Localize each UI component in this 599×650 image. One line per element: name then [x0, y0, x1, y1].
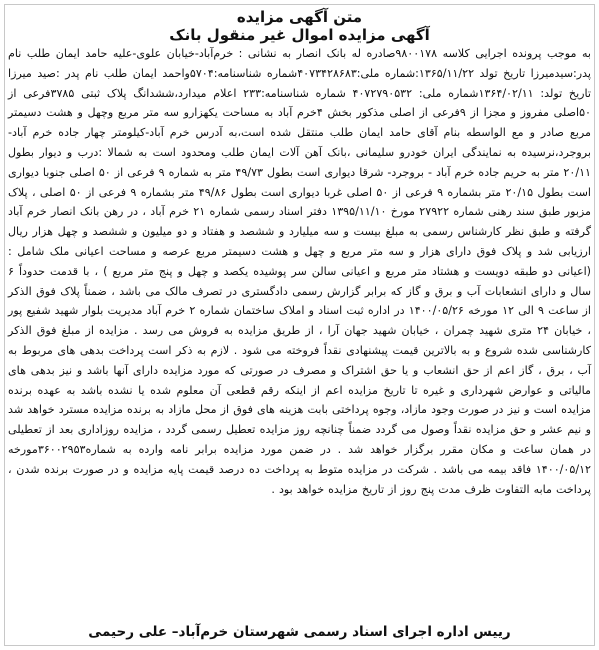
notice-subtitle: آگهی مزایده اموال غیر منقول بانک [169, 26, 430, 44]
notice-body: به موجب پرونده اجرایی کلاسه ۹۸۰۰۱۷۸صادره له بانک انصار به نشانی : خرم‌آباد-خیابان علوی-علیه حامد ایمان طلب نام پدر:سیدمیرزا تاریخ تولد ۱۳۶۵/۱۱/۲۲:شماره ملی:۴۰۷۳۴۲۸۶۸۳شماره شناسنامه:۵۷۰۴واحمد ایمان طلب نام پدر :صید میرزا تاریخ تولد: ۱۳۶۴/۰۲/۱۱شماره ملی: ۴۰۷۲۷۹۰۵۳۲ شماره شناسنامه:۲۳۳ اعلام میدارد،ششدانگ پلاک ثبتی ۳۷۸۵فرعی از ۵۰اصلی مفروز و مجزا از ۹فرعی از اصلی مذکور بخش ۴خرم آباد به مساحت یکهزارو سه متر مربع وچهل و هشت دسیمتر مربع صادر و مع الواسطه بنام آقای حامد ایمان طلب منتقل شده است،به آدرس خرم آباد-کیلومتر چهار جاده خرم آباد-بروجرد،نرسیده به نمایندگی ایران خودرو سلیمانی ،بانک آهن آلات ایمان طلب ومحدود است به شمالا :درب و دیوار بطول ۲۰/۱۱ متر به حریم جاده خرم آباد - بروجرد- شرقا دیواری است بطول ۴۹/۷۳ متر به شماره ۹ فرعی از ۵۰ اصلی جنوبا دیواری است بطول ۲۰/۱۵ متر بشماره ۹ فرعی از ۵۰ اصلی غربا دیواری است بطول ۴۹/۸۶ متر بشماره ۹ فرعی از ۵۰ اصلی ، پلاک مزبور طبق سند رهنی شماره ۲۷۹۲۲ مورخ ۱۳۹۵/۱۱/۱۰ دفتر اسناد رسمی شماره ۲۱ خرم آباد ، در رهن بانک انصار خرم آباد گرفته و طبق نظر کارشناس رسمی به مبلغ بیست و سه میلیارد و ششصد و هفتاد و دو میلیون و ششصد و چهل هزار ریال ارزیابی شد و پلاک فوق دارای هزار و سه متر مربع و چهل و هشت دسیمتر مربع عرصه و مساحت اعیانی ملک شامل : (اعیانی دو طبقه دویست و هشتاد متر مربع و اعیانی سالن سر پوشیده یکصد و چهل و پنج متر مربع ) ، با قدمت حدوداً ۶ سال و دارای انشعابات آب و برق و گاز که برابر گزارش رسمی دادگستری در تصرف مالک می باشد ، ضمناً پلاک فوق الذکر از ساعت ۹ الی ۱۲ مورخه ۱۴۰۰/۰۵/۲۶ در اداره ثبت اسناد و املاک ساختمان شماره ۲ خرم آباد مدیریت بلوار شهید شفیع پور ، خیابان ۲۴ متری شهید چمران ، خیابان شهید جهان آرا ، از طریق مزایده به فروش می رسد . مزایده از مبلغ فوق الذکر کارشناسی شده شروع و به بالاترین قیمت پیشنهادی نقداً فروخته می شود . لازم به ذکر است پرداخت بدهی های مربوط به آب ، برق ، گاز اعم از حق انشعاب و یا حق اشتراک و مصرف در صورتی که مورد مزایده دارای آنها باشد و نیز بدهی های مالیاتی و عوارض شهرداری و غیره تا تاریخ مزایده اعم از اینکه رقم قطعی آن معلوم شده یا نشده باشد به عهده برنده مزایده است و نیز در صورت وجود مازاد، وجوه پرداختی بابت هزینه های فوق از محل مازاد به برنده مزایده مسترد خواهد شد و نیم عشر و حق مزایده نقداً وصول می گردد ضمناً چنانچه روز مزایده تعطیل رسمی گردد ، مزایده روزاداری بعد از تعطیلی در همان ساعت و مکان مقرر برگزار خواهد شد . در ضمن مورد مزایده برابر نامه وارده به شماره۳۶۰۰۲۹۵۳مورخه ۱۴۰۰/۰۵/۱۲ فاقد بیمه می باشد . شرکت در مزایده متوط به پرداخت ده درصد قیمت پایه مزایده و در صورت برنده شدن ، پرداخت مابه التفاوت ظرف مدت پنج روز از تاریخ مزایده خواهد بود . [8, 47, 592, 496]
notice-title: متن آگهی مزایده [236, 8, 363, 26]
notice-signature: رییس اداره اجرای اسناد رسمی شهرستان خرم‌آباد– علی رحیمی [88, 624, 511, 640]
notice-header [0, 8, 599, 44]
